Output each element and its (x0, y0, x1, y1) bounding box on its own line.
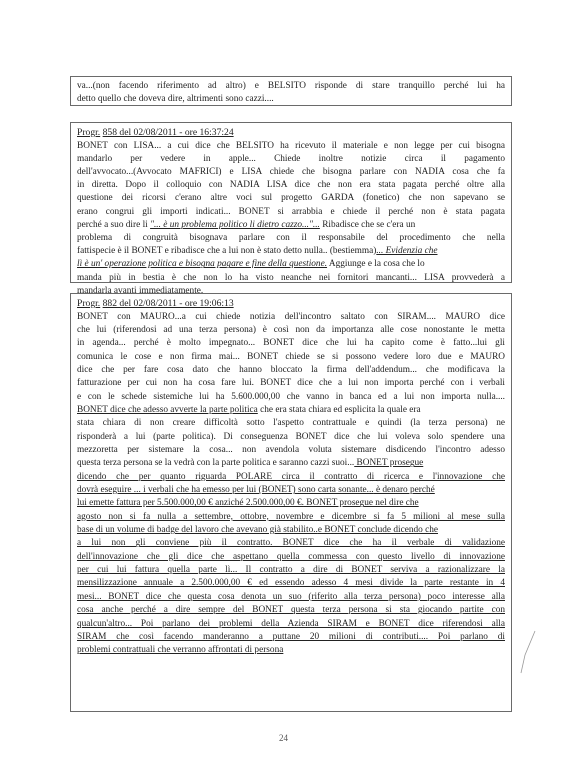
underlined-emphasis: lì è un' operazione politica e bisogna pagare e fine della questione. (77, 259, 328, 270)
progr-number-date: 858 del 02/08/2011 - ore 16:37:24 (102, 127, 234, 138)
text-line: dell'avvocato...(Avvocato MAFRICI) e LISA chiede che bisogna parlare con NADIA cosa che fa (77, 167, 505, 177)
text-line: va...(non facendo riferimento ad altro) e BELSITO risponde di stare tranquillo perché lui ha (77, 81, 505, 91)
text-segment: dovrà eseguire ... i verbali che ha emesso per lui (BONET) sono carta sonante... (77, 485, 374, 496)
text-line (77, 258, 505, 271)
margin-pen-mark (519, 629, 537, 679)
text-line: problema di congruità bisognava parlare con il responsabile del procedimento che nella (77, 233, 505, 244)
underlined-text-line: cosa anche perché a dire sempre del BONET questa terza persona si sta giocando partite con (77, 605, 505, 616)
underlined-text-line (77, 484, 505, 497)
text-line (77, 457, 505, 470)
text-line: dice che per fare cosa dato che hanno bloccato la firma dell'addendum... che modificava la (77, 364, 505, 375)
text-line (77, 404, 505, 417)
underlined-quote: "... è un problema politico li dietro cazzo..."... (150, 219, 320, 230)
underlined-text-line: problemi contrattuali che verranno affrontati di persona (77, 645, 284, 656)
text-line: fatturazione per cui non ha cosa fare lui. BONET dice che a lui non importa perché con i verbali (77, 378, 505, 389)
text-line: e con le schede sistemiche lui ha 5.600.000,00 che vanno in banca ed a lui non importa nulla.... (77, 391, 505, 402)
page-number: 24 (279, 733, 288, 743)
text-segment: e BONET conclude dicendo che (317, 525, 439, 536)
text-line (77, 245, 505, 258)
underlined-text-line (77, 524, 505, 537)
underlined-text-line: per cui lui fattura quella parte lì... Il contratto a dire di BONET serviva a razionalizzare la (77, 565, 505, 576)
underlined-text-line: a lui non gli conviene più il contratto. BONET dice che ha il verbale di validazione (77, 538, 505, 549)
progr-number-date: 882 del 02/08/2011 - ore 19:06:13 (102, 298, 234, 309)
transcript-block-858 (70, 122, 512, 296)
transcript-block-continuation (70, 76, 512, 106)
block-header (77, 126, 505, 140)
underlined-emphasis: ... Evidenzia che (376, 246, 438, 257)
underlined-text: BONET dice che adesso avverte la parte politica (77, 405, 258, 415)
underlined-text-line: agosto non si fa nulla a settembre, ottobre, novembre e dicembre si fa 5 milioni al mese sulla (77, 511, 505, 522)
underlined-text-line: dell'innovazione che gli dice che aspettano quella commessa con questo livello di innovazione (77, 551, 505, 562)
text-line: in diretta. Dopo il colloquio con NADIA LISA dice che non era stata pagata perché oltre alla (77, 180, 505, 191)
text-line: stata chiara di non creare difficoltà sotto l'aspetto contrattuale e quindi (la terza persona) ne (77, 418, 505, 429)
text-line: questione dei ricorsi c'erano altre voci sul progetto GARDA (fonetico) che non sapevano se (77, 193, 505, 204)
underlined-text-line: SIRAM che così facendo manderanno a puttane 20 milioni di contributi.... Poi parlano di (77, 631, 505, 642)
text-line: mandarlo per vedere in apple... Chiede inoltre notizie circa il pagamento (77, 153, 505, 164)
block-header (77, 297, 505, 311)
text-segment: fattispecie è il BONET e ribadisce che a lui non è stato detto nulla.. (bestiemma) (77, 246, 377, 257)
text-segment: lui emette fattura per 5.500.000,00 € anziché 2.500.000,00 €. (77, 498, 304, 509)
text-line: BONET con LISA... a cui dice che BELSITO ha ricevuto il materiale e non legge per cui bisogna (77, 140, 505, 151)
underlined-text-line: qualcun'altro... Poi parlano dei problemi della Azienda SIRAM e BONET dice riferendosi alla (77, 618, 505, 629)
underlined-text-line: mesi... BONET dice che questa cosa denota un suo (riferito alla terza persona) poco interesse alla (77, 591, 505, 602)
text-line: in agenda... perché è molto impegnato... BONET dice che lui ha capito come è fatto...lui gli (77, 338, 505, 349)
text-line: comunica le cose e non firma mai... BONET chiede se si possono vedere loro due e MAURO (77, 351, 505, 362)
text-segment: questa terza persona se la vedrà con la parte politica e saranno cazzi suoi... (77, 458, 355, 469)
underlined-text-line: dicendo che per quanto riguarda POLARE circa il contratto di ricerca e l'innovazione che (77, 471, 505, 482)
text-line: che lui (riferendosi ad una terza persona) è così non da importanza alle cose nonostante le metta (77, 324, 505, 335)
text-segment: che era stata chiara ed esplicita la quale era (257, 405, 421, 415)
transcript-block-882 (70, 293, 512, 712)
text-segment: Ribadisce che se c'era un (319, 219, 416, 230)
progr-label: Progr. (77, 127, 101, 138)
underlined-text-line (77, 497, 505, 510)
text-segment: BONET prosegue nel dire che (303, 498, 419, 509)
text-line: mezzoretta per sistemare la cosa... non avendola voluta sistemare disdicendo l'incontro adesso (77, 445, 505, 456)
text-line: erano congrui gli importi indicati... BONET si arrabbia e chiede il perché non è stata pagata (77, 206, 505, 217)
text-line: BONET con MAURO...a cui chiede notizia dell'incontro saltato con SIRAM.... MAURO dice (77, 311, 505, 322)
text-line: mandarla avanti immediatamente. (77, 285, 204, 296)
progr-label: Progr. (77, 298, 101, 309)
text-line: manda più in bestia è che non lo ha visto neanche nei fornitori mancanti... LISA provvederà a (77, 272, 505, 283)
text-segment: Aggiunge e la cosa che lo (327, 259, 425, 270)
underlined-text: BONET prosegue (354, 458, 424, 469)
text-line: detto quello che doveva dire, altrimenti sono cazzi.... (77, 93, 274, 104)
text-segment: perché a suo dire li (77, 219, 151, 230)
underlined-text-line: mensilizzazione annuale a 2.500.000,00 € ed essendo adesso 4 mesi divide la parte restante in 4 (77, 578, 505, 589)
text-segment: base di un volume di badge del lavoro che avevano già stabilito.. (77, 525, 318, 536)
text-segment: è denaro perché (373, 485, 435, 496)
text-line: risponderà a lui (parte politica). Di conseguenza BONET dice che lui voleva solo spendere una (77, 431, 505, 442)
text-line (77, 219, 505, 232)
